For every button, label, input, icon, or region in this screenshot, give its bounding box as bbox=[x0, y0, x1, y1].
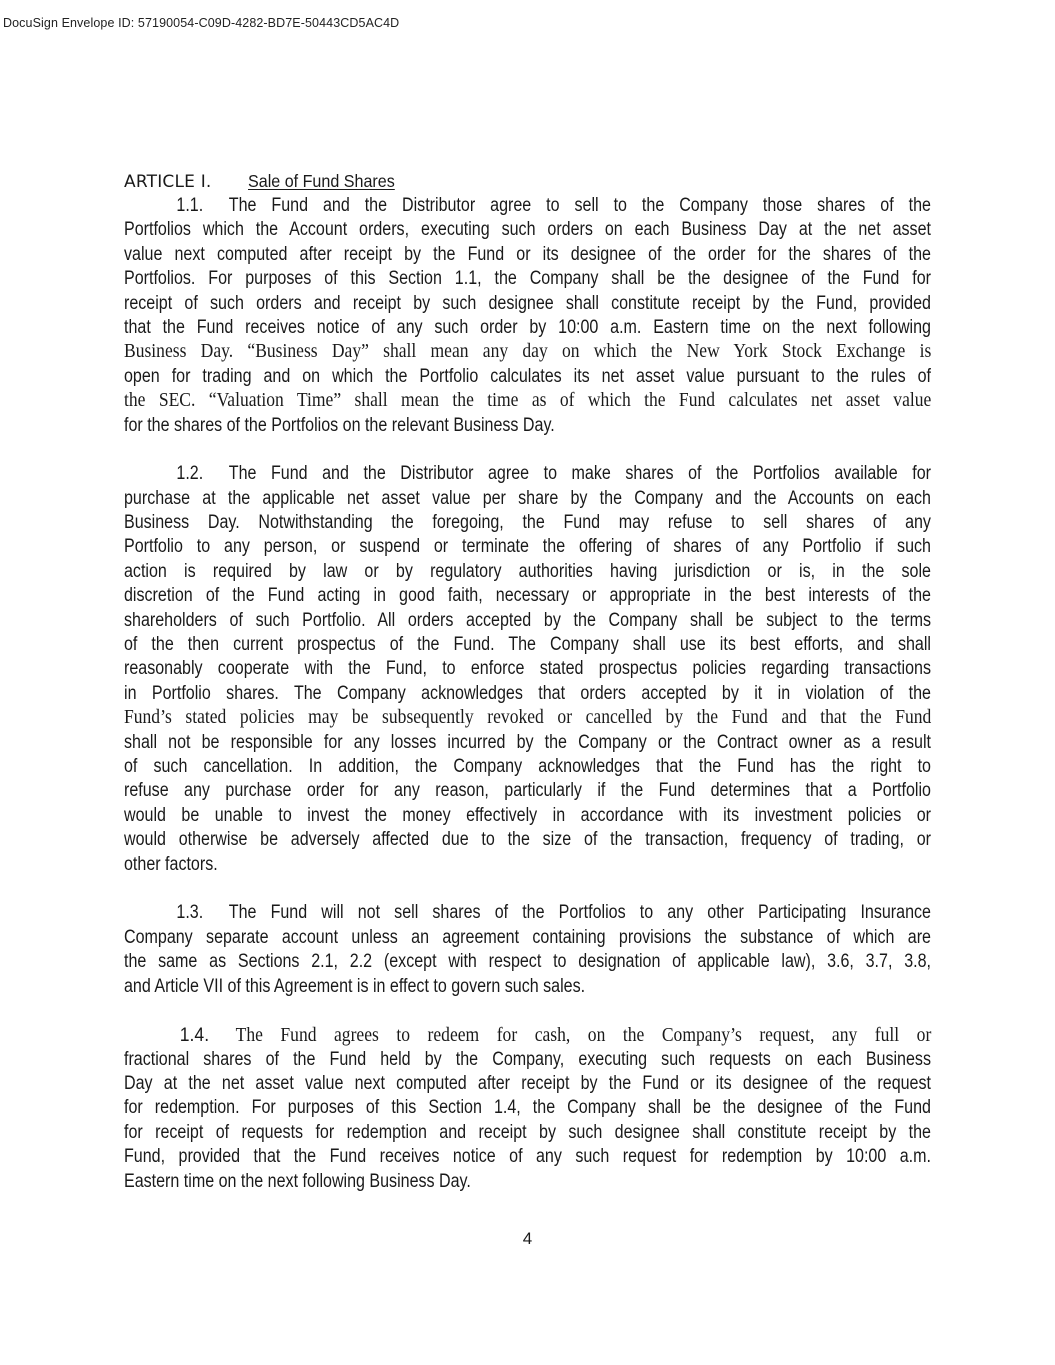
paragraph-line: reasonably cooperate with the Fund, to enforce stated prospectus policies regarding transactions bbox=[124, 658, 931, 680]
paragraph-line: refuse any purchase order for any reason, particularly if the Fund determines that a Portfolio bbox=[124, 780, 931, 802]
paragraph-line: open for trading and on which the Portfolio calculates its net asset value pursuant to the rules of bbox=[124, 365, 931, 387]
paragraph-line: for redemption. For purposes of this Section 1.4, the Company shall be the designee of the Fund bbox=[124, 1097, 931, 1119]
paragraph-line: of the then current prospectus of the Fund. The Company shall use its best efforts, and shall bbox=[124, 634, 931, 656]
paragraph-line: value next computed after receipt by the Fund or its designee of the order for the shares of the bbox=[124, 243, 931, 265]
paragraph-line: for receipt of requests for redemption and receipt by such designee shall constitute receipt by the bbox=[124, 1121, 931, 1143]
section-number: 1.2. bbox=[176, 463, 204, 485]
section-1-4 bbox=[124, 1023, 931, 1194]
paragraph-line: Day at the net asset value next computed after receipt by the Fund or its designee of the request bbox=[124, 1073, 931, 1095]
paragraph-line: 1.1. The Fund and the Distributor agree to sell to the Company those shares of the bbox=[124, 194, 931, 218]
paragraph-line: shareholders of such Portfolio. All orders accepted by the Company shall be subject to the terms bbox=[124, 609, 931, 631]
paragraph-line: shall not be responsible for any losses incurred by the Company or the Contract owner as a result bbox=[124, 731, 931, 753]
paragraph-line: Business Day. Notwithstanding the foregoing, the Fund may refuse to sell shares of any bbox=[124, 512, 931, 534]
paragraph-line: 1.3. The Fund will not sell shares of the Portfolios to any other Participating Insurance bbox=[124, 901, 931, 925]
article-label: ARTICLE I. bbox=[124, 172, 212, 192]
paragraph-line: other factors. bbox=[124, 853, 218, 875]
paragraph-line: Portfolios. For purposes of this Section 1.1, the Company shall be the designee of the Fund for bbox=[124, 268, 931, 290]
paragraph-line: 1.4. The Fund agrees to redeem for cash, on the Company’s request, any full or bbox=[179, 1024, 932, 1047]
paragraph-line: Eastern time on the next following Business Day. bbox=[124, 1170, 471, 1192]
section-1-3 bbox=[124, 901, 931, 999]
section-number: 1.4. bbox=[179, 1024, 210, 1047]
paragraph-line: Portfolio to any person, or suspend or terminate the offering of shares of any Portfolio if such bbox=[124, 536, 931, 558]
section-number: 1.1. bbox=[176, 195, 204, 216]
article-title: Sale of Fund Shares bbox=[248, 171, 395, 191]
page-number: 4 bbox=[522, 1229, 533, 1248]
paragraph-line: receipt of such orders and receipt by such designee shall constitute receipt by the Fund, provided bbox=[124, 292, 931, 314]
paragraph-line: fractional shares of the Fund held by the Company, executing such requests on each Business bbox=[124, 1048, 931, 1070]
paragraph-line: Business Day. “Business Day” shall mean any day on which the New York Stock Exchange is bbox=[124, 341, 932, 363]
paragraph-line: discretion of the Fund acting in good faith, necessary or appropriate in the best interests of the bbox=[124, 585, 931, 607]
paragraph-line: the same as Sections 2.1, 2.2 (except with respect to designation of applicable law), 3.6, 3.7, 3.8, bbox=[124, 951, 931, 973]
article-heading bbox=[124, 168, 931, 194]
section-number: 1.3. bbox=[176, 902, 204, 924]
paragraph-line: in Portfolio shares. The Company acknowledges that orders accepted by it in violation of the bbox=[124, 682, 931, 704]
document-page bbox=[124, 168, 931, 1194]
paragraph-line: 1.2. The Fund and the Distributor agree to make shares of the Portfolios available for bbox=[124, 462, 931, 486]
paragraph-line: action is required by law or by regulatory authorities having jurisdiction or is, in the sole bbox=[124, 560, 931, 582]
paragraph-line: would otherwise be adversely affected due to the size of the transaction, frequency of trading, or bbox=[124, 829, 931, 851]
paragraph-line: for the shares of the Portfolios on the relevant Business Day. bbox=[124, 414, 555, 436]
paragraph-line: Fund’s stated policies may be subsequently revoked or cancelled by the Fund and that the Fund bbox=[124, 707, 932, 729]
paragraph-line: purchase at the applicable net asset value per share by the Company and the Accounts on each bbox=[124, 487, 931, 509]
section-1-1 bbox=[124, 194, 931, 438]
paragraph-line: that the Fund receives notice of any such order by 10:00 a.m. Eastern time on the next following bbox=[124, 316, 931, 338]
paragraph-line: Company separate account unless an agreement containing provisions the substance of which are bbox=[124, 926, 931, 948]
section-1-2 bbox=[124, 462, 931, 877]
paragraph-line: would be unable to invest the money effectively in accordance with its investment policies or bbox=[124, 804, 931, 826]
paragraph-line: Portfolios which the Account orders, executing such orders on each Business Day at the net asset bbox=[124, 219, 931, 241]
docusign-envelope-id: DocuSign Envelope ID: 57190054-C09D-4282-BD7E-50443CD5AC4D bbox=[3, 16, 400, 30]
paragraph-line: of such cancellation. In addition, the Company acknowledges that the Fund has the right to bbox=[124, 755, 931, 777]
paragraph-line: Fund, provided that the Fund receives notice of any such request for redemption by 10:00 a.m. bbox=[124, 1146, 931, 1168]
paragraph-line: the SEC. “Valuation Time” shall mean the time as of which the Fund calculates net asset value bbox=[124, 390, 932, 412]
paragraph-line: and Article VII of this Agreement is in effect to govern such sales. bbox=[124, 975, 586, 997]
